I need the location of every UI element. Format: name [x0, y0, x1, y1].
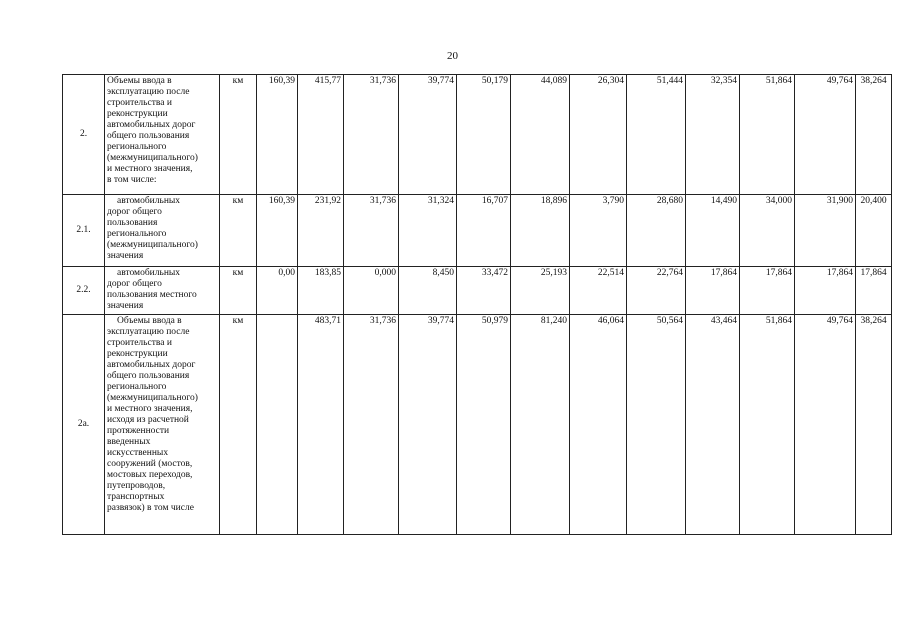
value-cell: 51,864: [740, 75, 795, 195]
value-cell-last: 38,264: [856, 315, 892, 535]
value-cell: 31,736: [344, 75, 399, 195]
description-line: пользования местного: [107, 290, 197, 300]
value-cell: 39,774: [399, 75, 457, 195]
description-line: пользования: [107, 218, 158, 228]
description-line: регионального: [107, 382, 167, 392]
description-line: введенных: [107, 437, 151, 447]
value-cell: 0,00: [257, 267, 298, 315]
table-row: [63, 267, 892, 315]
value-cell: 160,39: [257, 75, 298, 195]
value-cell-last: 20,400: [856, 195, 892, 267]
value-cell: 183,85: [298, 267, 344, 315]
value-cell: 22,514: [570, 267, 627, 315]
value-cell: 39,774: [399, 315, 457, 535]
value-cell: 14,490: [686, 195, 740, 267]
description-line: регионального: [107, 142, 167, 152]
value-cell: 18,896: [511, 195, 570, 267]
description-line: сооружений (мостов,: [107, 459, 193, 469]
row-description: [105, 195, 220, 267]
description-line: общего пользования: [107, 371, 190, 381]
value-cell: 25,193: [511, 267, 570, 315]
value-cell: 22,764: [627, 267, 686, 315]
table-row: [63, 75, 892, 195]
description-line: строительства и: [107, 338, 172, 348]
description-line: путепроводов,: [107, 481, 166, 491]
row-number: 2а.: [63, 315, 105, 535]
value-cell-last: 17,864: [856, 267, 892, 315]
table-row: [63, 195, 892, 267]
description-line: автомобильных: [117, 196, 181, 206]
value-cell: 415,77: [298, 75, 344, 195]
description-line: мостовых переходов,: [107, 470, 193, 480]
value-cell: 31,736: [344, 195, 399, 267]
description-line: (межмуниципального): [107, 153, 198, 163]
table-row: [63, 315, 892, 535]
description-line: Объемы ввода в: [117, 316, 182, 326]
value-cell-last: 38,264: [856, 75, 892, 195]
value-cell: 17,864: [795, 267, 856, 315]
description-line: строительства и: [107, 98, 172, 108]
value-cell: 46,064: [570, 315, 627, 535]
row-number: 2.1.: [63, 195, 105, 267]
value-cell: 17,864: [740, 267, 795, 315]
description-line: значения: [107, 301, 144, 311]
value-cell: 43,464: [686, 315, 740, 535]
row-description: [105, 75, 220, 195]
value-cell: 17,864: [686, 267, 740, 315]
description-line: автомобильных: [117, 268, 181, 278]
description-line: дорог общего: [107, 279, 162, 289]
value-cell: 231,92: [298, 195, 344, 267]
value-cell: 50,979: [457, 315, 511, 535]
description-line: реконструкции: [107, 109, 168, 119]
description-line: и местного значения,: [107, 164, 193, 174]
unit-cell: км: [220, 315, 257, 535]
value-cell: 31,324: [399, 195, 457, 267]
value-cell: 33,472: [457, 267, 511, 315]
value-cell: 483,71: [298, 315, 344, 535]
row-description: [105, 315, 220, 535]
value-cell: 81,240: [511, 315, 570, 535]
value-cell: 50,564: [627, 315, 686, 535]
description-line: развязок) в том числе: [107, 503, 194, 513]
description-line: и местного значения,: [107, 404, 193, 414]
page-number: 20: [447, 50, 458, 62]
value-cell: 31,900: [795, 195, 856, 267]
value-cell: 50,179: [457, 75, 511, 195]
description-line: протяженности: [107, 426, 170, 436]
value-cell: 0,000: [344, 267, 399, 315]
unit-cell: км: [220, 75, 257, 195]
value-cell: 34,000: [740, 195, 795, 267]
value-cell: 3,790: [570, 195, 627, 267]
description-line: (межмуниципального): [107, 240, 198, 250]
description-line: эксплуатацию после: [107, 327, 190, 337]
description-line: регионального: [107, 229, 167, 239]
description-line: дорог общего: [107, 207, 162, 217]
value-cell: 31,736: [344, 315, 399, 535]
value-cell: 32,354: [686, 75, 740, 195]
row-number: 2.: [63, 75, 105, 195]
description-line: автомобильных дорог: [107, 120, 196, 130]
value-cell: 44,089: [511, 75, 570, 195]
description-line: искусственных: [107, 448, 169, 458]
description-line: транспортных: [107, 492, 165, 502]
value-cell: 16,707: [457, 195, 511, 267]
description-line: Объемы ввода в: [107, 76, 172, 86]
description-line: в том числе:: [107, 175, 157, 185]
description-line: общего пользования: [107, 131, 190, 141]
description-line: реконструкции: [107, 349, 168, 359]
value-cell: 49,764: [795, 75, 856, 195]
description-line: значения: [107, 251, 144, 261]
value-cell: 51,444: [627, 75, 686, 195]
value-cell: 49,764: [795, 315, 856, 535]
value-cell: 8,450: [399, 267, 457, 315]
row-description: [105, 267, 220, 315]
value-cell: 160,39: [257, 195, 298, 267]
value-cell: 28,680: [627, 195, 686, 267]
description-line: эксплуатацию после: [107, 87, 190, 97]
unit-cell: км: [220, 267, 257, 315]
description-line: (межмуниципального): [107, 393, 198, 403]
data-table: [62, 74, 892, 535]
description-line: автомобильных дорог: [107, 360, 196, 370]
row-number: 2.2.: [63, 267, 105, 315]
description-line: исходя из расчетной: [107, 415, 189, 425]
value-cell: 26,304: [570, 75, 627, 195]
value-cell: 51,864: [740, 315, 795, 535]
unit-cell: км: [220, 195, 257, 267]
value-cell: [257, 315, 298, 535]
